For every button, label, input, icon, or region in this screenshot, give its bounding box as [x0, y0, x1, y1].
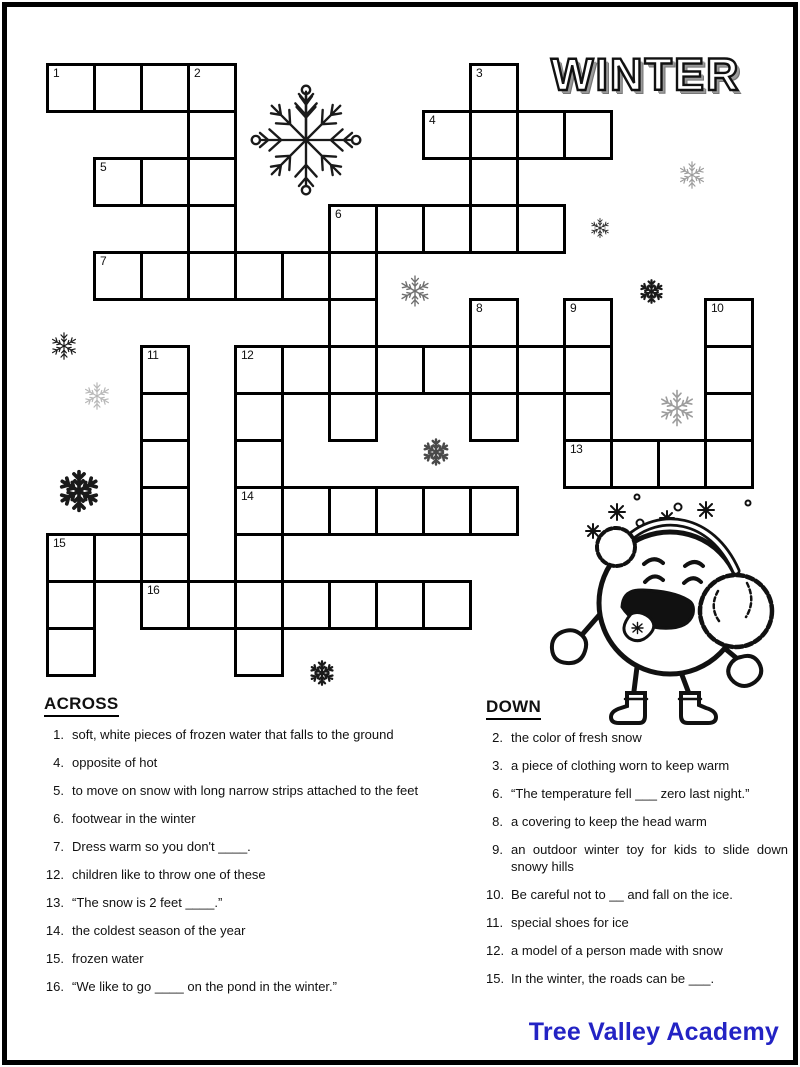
- grid-cell[interactable]: [46, 63, 96, 113]
- clue-number-in-cell: 11: [147, 348, 159, 362]
- grid-cell[interactable]: [234, 627, 284, 677]
- grid-cell[interactable]: [328, 298, 378, 348]
- clue-number: 3.: [492, 758, 503, 773]
- snowflake-icon: [638, 278, 665, 305]
- grid-cell[interactable]: [140, 63, 190, 113]
- snowflake-icon: [247, 81, 365, 199]
- grid-cell[interactable]: [140, 533, 190, 583]
- down-clue-item: [486, 886, 789, 903]
- clue-number-in-cell: 9: [570, 301, 577, 315]
- clue-text: a covering to keep the head warm: [511, 814, 707, 829]
- down-header: DOWN: [486, 697, 541, 720]
- clue-number-in-cell: 16: [147, 583, 160, 597]
- down-clue-item: [486, 841, 789, 875]
- clue-number-in-cell: 12: [241, 348, 254, 362]
- down-clues-section: [486, 697, 789, 998]
- grid-cell[interactable]: [140, 439, 190, 489]
- snowflake-icon: [589, 217, 611, 239]
- clue-number: 12.: [486, 943, 505, 958]
- across-clues-section: [44, 694, 468, 1006]
- clue-number-in-cell: 15: [53, 536, 66, 550]
- clue-text: to move on snow with long narrow strips attached to the feet: [72, 783, 419, 798]
- grid-cell[interactable]: [234, 486, 284, 536]
- grid-cell[interactable]: [140, 486, 190, 536]
- clue-number: 15.: [486, 971, 505, 986]
- clue-number-in-cell: 7: [100, 254, 107, 268]
- down-clue-item: [486, 970, 789, 987]
- grid-cell[interactable]: [281, 580, 331, 630]
- down-clue-item: [486, 942, 789, 959]
- across-clue-item: [44, 922, 468, 939]
- worksheet-title: WINTER: [551, 49, 741, 100]
- clue-text: soft, white pieces of frozen water that falls to the ground: [72, 727, 394, 742]
- clue-number-in-cell: 1: [53, 66, 60, 80]
- grid-cell[interactable]: [93, 157, 143, 207]
- clue-text: frozen water: [72, 951, 144, 966]
- snowflake-on-tongue: [632, 623, 643, 634]
- across-clue-list: [44, 726, 468, 995]
- grid-cell[interactable]: [187, 204, 237, 254]
- left-earmuff: [597, 528, 635, 566]
- grid-cell[interactable]: [234, 392, 284, 442]
- grid-cell[interactable]: [704, 439, 754, 489]
- across-clue-item: [44, 950, 468, 967]
- across-clue-item: [44, 754, 468, 771]
- grid-cell[interactable]: [563, 392, 613, 442]
- grid-cell[interactable]: [563, 110, 613, 160]
- clue-number-in-cell: 8: [476, 301, 483, 315]
- clue-number-in-cell: 14: [241, 489, 254, 503]
- grid-cell[interactable]: [516, 204, 566, 254]
- grid-cell[interactable]: [187, 580, 237, 630]
- down-clue-item: [486, 785, 789, 802]
- grid-cell[interactable]: [328, 392, 378, 442]
- snowflake-icon: [677, 160, 707, 190]
- clue-number: 14.: [45, 923, 64, 938]
- grid-cell[interactable]: [46, 627, 96, 677]
- snowman-illustration: [533, 487, 783, 732]
- grid-cell[interactable]: [469, 204, 519, 254]
- clue-number-in-cell: 13: [570, 442, 583, 456]
- grid-cell[interactable]: [469, 392, 519, 442]
- grid-cell[interactable]: [610, 439, 660, 489]
- clue-number: 12.: [45, 867, 64, 882]
- grid-cell[interactable]: [93, 533, 143, 583]
- grid-cell[interactable]: [140, 345, 190, 395]
- grid-cell[interactable]: [563, 439, 613, 489]
- across-clue-item: [44, 866, 468, 883]
- clue-number: 5.: [53, 783, 64, 798]
- clue-number: 16.: [45, 979, 64, 994]
- grid-cell[interactable]: [704, 298, 754, 348]
- grid-cell[interactable]: [328, 580, 378, 630]
- grid-cell[interactable]: [469, 345, 519, 395]
- snowflake-icon: [398, 274, 432, 308]
- grid-cell[interactable]: [704, 345, 754, 395]
- grid-cell[interactable]: [328, 486, 378, 536]
- grid-cell[interactable]: [422, 110, 472, 160]
- grid-cell[interactable]: [422, 580, 472, 630]
- across-clue-item: [44, 838, 468, 855]
- grid-cell[interactable]: [516, 345, 566, 395]
- across-header: ACROSS: [44, 694, 119, 717]
- grid-cell[interactable]: [375, 345, 425, 395]
- grid-cell[interactable]: [469, 63, 519, 113]
- grid-cell[interactable]: [563, 298, 613, 348]
- grid-cell[interactable]: [422, 345, 472, 395]
- grid-cell[interactable]: [422, 204, 472, 254]
- grid-cell[interactable]: [234, 251, 284, 301]
- grid-cell[interactable]: [516, 110, 566, 160]
- grid-cell[interactable]: [328, 204, 378, 254]
- grid-cell[interactable]: [140, 392, 190, 442]
- grid-cell[interactable]: [469, 298, 519, 348]
- grid-cell[interactable]: [234, 580, 284, 630]
- clue-number: 4.: [53, 755, 64, 770]
- left-mitten: [552, 630, 586, 663]
- clue-number-in-cell: 10: [711, 301, 724, 315]
- clue-number: 7.: [53, 839, 64, 854]
- snowflake-icon: [49, 331, 79, 361]
- grid-cell[interactable]: [140, 580, 190, 630]
- clue-text: the color of fresh snow: [511, 730, 642, 745]
- grid-cell[interactable]: [469, 157, 519, 207]
- down-clue-item: [486, 914, 789, 931]
- clue-number-in-cell: 5: [100, 160, 107, 174]
- grid-cell[interactable]: [375, 486, 425, 536]
- grid-cell[interactable]: [328, 251, 378, 301]
- clue-number: 6.: [492, 786, 503, 801]
- down-clue-list: [486, 729, 789, 987]
- down-clue-item: [486, 757, 789, 774]
- snowflake-icon: [56, 468, 102, 514]
- clue-number-in-cell: 2: [194, 66, 201, 80]
- clue-number: 13.: [45, 895, 64, 910]
- clue-text: footwear in the winter: [72, 811, 196, 826]
- snowflake-icon: [308, 659, 336, 687]
- clue-number: 9.: [492, 842, 503, 857]
- grid-cell[interactable]: [93, 251, 143, 301]
- grid-cell[interactable]: [328, 345, 378, 395]
- clue-text: Be careful not to __ and fall on the ice.: [511, 887, 733, 902]
- grid-cell[interactable]: [657, 439, 707, 489]
- clue-text: an outdoor winter toy for kids to slide down snowy hills: [511, 842, 788, 874]
- grid-cell[interactable]: [234, 345, 284, 395]
- grid-cell[interactable]: [46, 533, 96, 583]
- clue-number: 8.: [492, 814, 503, 829]
- grid-cell[interactable]: [140, 157, 190, 207]
- grid-cell[interactable]: [281, 251, 331, 301]
- clue-number-in-cell: 6: [335, 207, 342, 221]
- clue-number: 6.: [53, 811, 64, 826]
- down-clue-item: [486, 813, 789, 830]
- right-earmuff: [700, 575, 772, 647]
- grid-cell[interactable]: [93, 63, 143, 113]
- snowflake-icon: [421, 437, 451, 467]
- clue-number: 11.: [486, 915, 504, 930]
- clue-text: Dress warm so you don't ____.: [72, 839, 251, 854]
- down-clue-item: [486, 729, 789, 746]
- clue-text: In the winter, the roads can be ___.: [511, 971, 715, 986]
- right-mitten: [728, 656, 761, 686]
- grid-cell[interactable]: [187, 251, 237, 301]
- clue-text: “The temperature fell ___ zero last night.”: [511, 786, 750, 801]
- grid-cell[interactable]: [281, 345, 331, 395]
- grid-cell[interactable]: [187, 63, 237, 113]
- grid-cell[interactable]: [375, 580, 425, 630]
- grid-cell[interactable]: [469, 110, 519, 160]
- clue-text: a model of a person made with snow: [511, 943, 723, 958]
- across-clue-item: [44, 894, 468, 911]
- grid-cell[interactable]: [469, 486, 519, 536]
- grid-cell[interactable]: [46, 580, 96, 630]
- clue-text: “We like to go ____ on the pond in the winter.”: [72, 979, 337, 994]
- grid-cell[interactable]: [140, 251, 190, 301]
- clue-number: 1.: [53, 727, 64, 742]
- grid-cell[interactable]: [563, 345, 613, 395]
- grid-cell[interactable]: [704, 392, 754, 442]
- brand-footer: Tree Valley Academy: [528, 1018, 779, 1046]
- across-clue-item: [44, 726, 468, 743]
- clue-number: 15.: [45, 951, 64, 966]
- snowflake-icon: [657, 388, 697, 428]
- grid-cell[interactable]: [375, 204, 425, 254]
- clue-text: opposite of hot: [72, 755, 158, 770]
- clue-number: 10.: [486, 887, 505, 902]
- grid-cell[interactable]: [234, 439, 284, 489]
- clue-number-in-cell: 4: [429, 113, 436, 127]
- grid-cell[interactable]: [187, 110, 237, 160]
- clue-text: a piece of clothing worn to keep warm: [511, 758, 730, 773]
- across-clue-item: [44, 782, 468, 799]
- clue-text: special shoes for ice: [511, 915, 629, 930]
- across-clue-item: [44, 810, 468, 827]
- clue-number: 2.: [492, 730, 503, 745]
- clue-text: children like to throw one of these: [72, 867, 266, 882]
- grid-cell[interactable]: [234, 533, 284, 583]
- grid-cell[interactable]: [422, 486, 472, 536]
- snowflake-icon: [82, 381, 112, 411]
- clue-number-in-cell: 3: [476, 66, 483, 80]
- grid-cell[interactable]: [281, 486, 331, 536]
- clue-text: the coldest season of the year: [72, 923, 246, 938]
- clue-text: “The snow is 2 feet ____.”: [72, 895, 223, 910]
- grid-cell[interactable]: [187, 157, 237, 207]
- across-clue-item: [44, 978, 468, 995]
